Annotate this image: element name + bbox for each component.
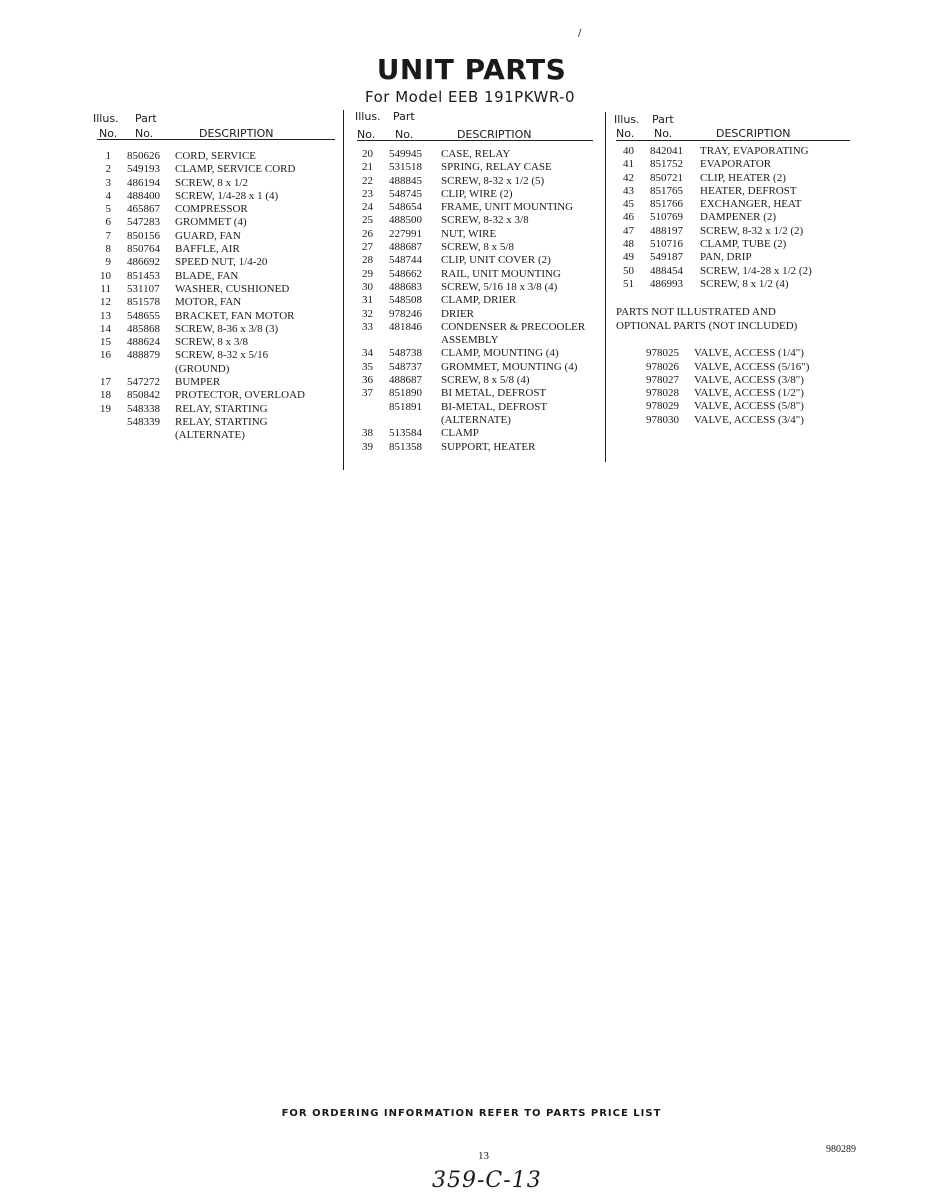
part-row [357,214,593,227]
part-row [97,216,335,229]
part-row [616,387,850,400]
no-label: No. [357,128,376,141]
part-row [616,347,850,360]
illus-number: 21 [362,161,373,174]
part-description: CLAMP, DRIER [441,294,517,307]
part-description: SCREW, 8 x 3/8 [175,336,248,349]
illus-number: 43 [623,184,634,197]
part-number: 978027 [646,373,679,386]
part-description: CLIP, UNIT COVER (2) [441,254,551,267]
page-subtitle: For Model EEB 191PKWR-0 [365,88,576,106]
part-description: BRACKET, FAN MOTOR [175,309,295,322]
part-description: CLIP, WIRE (2) [441,187,513,200]
part-number: 978246 [389,307,422,320]
part-number: 851578 [127,296,160,309]
illus-number: 50 [623,264,634,277]
part-number: 851765 [650,184,683,197]
part-row [97,190,335,203]
part-row [616,238,850,251]
illus-number: 27 [362,241,373,254]
part-description: DAMPENER (2) [700,211,777,224]
column-header [93,110,335,140]
part-number: 850842 [127,389,160,402]
illus-number: 13 [100,309,111,322]
illus-number: 33 [362,320,373,333]
part-description: PAN, DRIP [700,251,752,264]
part-number: 978029 [646,400,679,413]
part-row [357,334,593,347]
illus-number [357,334,379,347]
part-description: VALVE, ACCESS (3/8") [694,373,804,386]
illus-number: 23 [362,187,373,200]
part-description: SCREW, 8 x 1/2 (4) [700,277,789,290]
part-description: VALVE, ACCESS (5/8") [694,400,804,413]
illus-number: 1 [105,150,111,162]
part-description: CASE, RELAY [441,148,511,160]
part-description: SUPPORT, HEATER [441,440,536,453]
part-number [127,363,175,376]
part-number: 510769 [650,211,683,224]
part-number: 978025 [646,347,679,360]
page-title: UNIT PARTS [376,53,567,86]
part-number: 486692 [127,256,160,269]
illus-label: Illus. [614,113,640,126]
part-row [357,321,593,334]
part-row [616,361,850,374]
illus-number: 37 [362,387,373,400]
part-row [616,185,850,198]
part-number: 850626 [127,150,160,162]
column-header [616,111,850,141]
part-row [357,414,593,427]
part-number: 851890 [389,387,422,400]
parts-column-3 [616,111,850,427]
part-number: 513584 [389,427,422,440]
part-number: 488687 [389,374,422,387]
illus-number [97,416,117,429]
illus-number: 14 [100,322,111,335]
part-row [616,198,850,211]
part-row [616,172,850,185]
illus-number [357,414,379,427]
part-number: 850764 [127,243,160,256]
part-number: 488454 [650,264,683,277]
part-row [616,265,850,278]
part-number: 531107 [127,282,160,295]
part-description: SPEED NUT, 1/4-20 [175,256,268,269]
part-row [616,400,850,413]
part-description: CONDENSER & PRECOOLER [441,320,586,333]
part-number: 548737 [389,360,422,373]
part-row [97,416,335,429]
part-row [616,374,850,387]
part-number: 465867 [127,203,160,216]
illus-label: Illus. [93,112,119,125]
illus-number: 28 [362,254,373,267]
part-number: 548654 [389,201,422,214]
illus-number: 9 [105,256,111,269]
part-row [97,376,335,389]
illus-number: 38 [362,427,373,440]
illus-number: 35 [362,360,373,373]
part-label: Part [393,110,415,123]
part-number: 842041 [650,145,683,157]
part-description: EXCHANGER, HEAT [700,198,802,211]
part-description: GROMMET, MOUNTING (4) [441,360,578,373]
part-number: 978030 [646,413,679,426]
illus-number: 36 [362,374,373,387]
note-line: PARTS NOT ILLUSTRATED AND [616,306,776,319]
part-row [357,294,593,307]
part-number: 486993 [650,277,683,290]
note-line: OPTIONAL PARTS (NOT INCLUDED) [616,320,798,333]
part-description: SPRING, RELAY CASE [441,161,552,174]
parts-column-1 [93,110,335,443]
part-row [97,283,335,296]
illus-number: 49 [623,251,634,264]
stray-mark: ∕ [578,28,582,39]
part-description: VALVE, ACCESS (1/4") [694,347,804,360]
description-label: DESCRIPTION [716,127,791,140]
illus-number: 10 [100,269,111,282]
part-description: COMPRESSOR [175,203,248,216]
part-description: SCREW, 1/4-28 x 1 (4) [175,189,279,202]
illus-number: 15 [100,336,111,349]
part-label: Part [135,112,157,125]
part-number: 488845 [389,174,422,187]
part-number: 851766 [650,198,683,211]
part-row [97,389,335,402]
part-label: Part [652,113,674,126]
part-number: 488197 [650,224,683,237]
illus-number: 45 [623,198,634,211]
part-row [357,254,593,267]
illus-number: 20 [362,148,373,160]
part-description: SCREW, 8-32 x 1/2 (5) [441,174,545,187]
part-number: 548745 [389,187,422,200]
part-number: 547272 [127,376,160,389]
illus-number: 5 [105,203,111,216]
part-number: 850156 [127,229,160,242]
part-row [97,296,335,309]
illus-number: 19 [100,402,111,415]
part-number [127,429,175,442]
illus-number: 30 [362,280,373,293]
illus-number: 25 [362,214,373,227]
illus-number: 3 [105,176,111,189]
illus-number: 51 [623,277,634,290]
part-number: 549193 [127,163,160,176]
part-number: 488683 [389,280,422,293]
part-row [357,148,593,161]
part-number: 488687 [389,241,422,254]
part-row [97,270,335,283]
part-description: SCREW, 8-32 x 1/2 (2) [700,224,804,237]
part-row [357,201,593,214]
part-description: SCREW, 5/16 18 x 3/8 (4) [441,280,558,293]
column-divider-1 [343,110,344,470]
document-number: 980289 [826,1144,856,1155]
illus-number: 32 [362,307,373,320]
illus-number: 2 [105,163,111,176]
part-row [357,228,593,241]
part-number: 481846 [389,320,422,333]
illus-number: 39 [362,440,373,453]
part-number: 851358 [389,440,422,453]
part-description: BAFFLE, AIR [175,243,240,256]
part-number: 548662 [389,267,422,280]
part-row [97,336,335,349]
part-description: CORD, SERVICE [175,150,257,162]
part-number: 549187 [650,251,683,264]
part-row [616,211,850,224]
illus-number: 34 [362,347,373,360]
part-number: 851891 [389,400,422,413]
parts-column-2 [357,108,593,454]
illus-number: 18 [100,389,111,402]
illus-number: 41 [623,158,634,171]
part-description: RAIL, UNIT MOUNTING [441,267,561,280]
part-description: GROMMET (4) [175,216,247,229]
illus-number: 26 [362,227,373,240]
illus-number [97,429,117,442]
part-description: (ALTERNATE) [175,429,245,442]
not-illustrated-note [616,305,850,333]
part-row [357,241,593,254]
part-number: 851453 [127,269,160,282]
part-description: CLAMP, SERVICE CORD [175,163,296,176]
illus-number: 12 [100,296,111,309]
illus-number [357,401,379,414]
part-number: 548338 [127,402,160,415]
illus-number: 17 [100,376,111,389]
part-row [97,163,335,176]
part-row [357,401,593,414]
illus-number: 7 [105,229,111,242]
part-number: 486194 [127,176,160,189]
part-number: 488624 [127,336,160,349]
part-number: 510716 [650,238,683,251]
illus-label: Illus. [355,110,381,123]
part-description: CLAMP, TUBE (2) [700,238,787,251]
part-row [357,161,593,174]
part-row [97,429,335,442]
handwritten-code: 359-C-13 [432,1168,542,1193]
part-description: ASSEMBLY [441,334,499,347]
part-row [97,203,335,216]
part-row [616,225,850,238]
part-number: 851752 [650,158,683,171]
part-number: 488500 [389,214,422,227]
part-row [357,387,593,400]
illus-number: 46 [623,211,634,224]
illus-number: 22 [362,174,373,187]
part-description: SCREW, 8-32 x 5/16 [175,349,269,362]
part-description: BI-METAL, DEFROST [441,400,548,413]
part-description: SCREW, 1/4-28 x 1/2 (2) [700,264,812,277]
header-rule [97,139,335,140]
part-number: 850721 [650,171,683,184]
illus-number: 11 [100,282,111,295]
part-number: 548738 [389,347,422,360]
part-description: EVAPORATOR [700,158,772,171]
part-description: (GROUND) [175,362,230,375]
part-description: SCREW, 8 x 1/2 [175,176,248,189]
part-description: SCREW, 8-36 x 3/8 (3) [175,322,279,335]
part-description: RELAY, STARTING [175,402,268,415]
part-number: 488400 [127,189,160,202]
part-description: TRAY, EVAPORATING [700,145,809,157]
part-number: 548744 [389,254,422,267]
part-description: DRIER [441,307,474,320]
illus-number [97,363,117,376]
part-description: SCREW, 8-32 x 3/8 [441,214,529,227]
part-row [616,414,850,427]
part-row [97,349,335,362]
part-row [357,188,593,201]
part-description: SCREW, 8 x 5/8 [441,241,514,254]
part-row [616,251,850,264]
column-divider-2 [605,112,606,462]
part-no-label: No. [395,128,414,141]
part-row [616,145,850,158]
part-row [97,177,335,190]
part-number: 531518 [389,161,422,174]
part-description: HEATER, DEFROST [700,184,797,197]
part-description: CLAMP, MOUNTING (4) [441,347,559,360]
part-description: BLADE, FAN [175,269,239,282]
part-description: BI METAL, DEFROST [441,387,547,400]
part-row [97,323,335,336]
part-description: BUMPER [175,376,221,389]
part-description: PROTECTOR, OVERLOAD [175,389,305,402]
part-row [357,308,593,321]
part-row [357,427,593,440]
part-row [97,150,335,163]
part-description: VALVE, ACCESS (3/4") [694,413,804,426]
part-number: 549945 [389,148,422,160]
part-row [357,175,593,188]
part-description: SCREW, 8 x 5/8 (4) [441,374,530,387]
part-row [97,310,335,323]
part-description: CLIP, HEATER (2) [700,171,786,184]
part-row [97,256,335,269]
illus-number: 24 [362,201,373,214]
description-label: DESCRIPTION [457,128,532,141]
part-row [357,374,593,387]
part-number [389,334,441,347]
illus-number: 31 [362,294,373,307]
no-label: No. [616,127,635,140]
part-description: FRAME, UNIT MOUNTING [441,201,574,214]
illus-number: 6 [105,216,111,229]
part-row [97,230,335,243]
illus-number: 40 [623,145,634,157]
part-number: 485868 [127,322,160,335]
part-number: 488879 [127,349,160,362]
illus-number: 29 [362,267,373,280]
part-number: 547283 [127,216,160,229]
part-number: 227991 [389,227,422,240]
illus-number: 48 [623,238,634,251]
part-number: 548339 [127,415,160,428]
part-no-label: No. [654,127,673,140]
part-row [357,361,593,374]
part-description: VALVE, ACCESS (5/16") [694,360,810,373]
part-description: GUARD, FAN [175,229,241,242]
ordering-footer: FOR ORDERING INFORMATION REFER TO PARTS PRICE LIST [281,1108,662,1119]
column-header [355,108,593,141]
part-description: RELAY, STARTING [175,415,268,428]
part-no-label: No. [135,127,154,140]
page-number: 13 [478,1150,489,1162]
part-description: WASHER, CUSHIONED [175,282,290,295]
part-row [97,403,335,416]
part-row [357,268,593,281]
part-number [389,414,441,427]
part-number: 978026 [646,360,679,373]
header-rule [357,140,593,141]
part-description: CLAMP [441,427,479,440]
no-label: No. [99,127,118,140]
part-row [616,158,850,171]
part-row [616,278,850,291]
part-description: (ALTERNATE) [441,413,511,426]
part-row [97,363,335,376]
header-rule [616,140,850,141]
illus-number: 47 [623,224,634,237]
part-row [357,281,593,294]
part-row [357,441,593,454]
illus-number: 16 [100,349,111,362]
description-label: DESCRIPTION [199,127,274,140]
part-row [97,243,335,256]
part-number: 548508 [389,294,422,307]
part-description: MOTOR, FAN [175,296,242,309]
illus-number: 8 [105,243,111,256]
part-row [357,347,593,360]
part-number: 978028 [646,387,679,400]
part-description: NUT, WIRE [441,227,497,240]
part-number: 548655 [127,309,160,322]
part-description: VALVE, ACCESS (1/2") [694,387,804,400]
illus-number: 42 [623,171,634,184]
illus-number: 4 [105,189,111,202]
